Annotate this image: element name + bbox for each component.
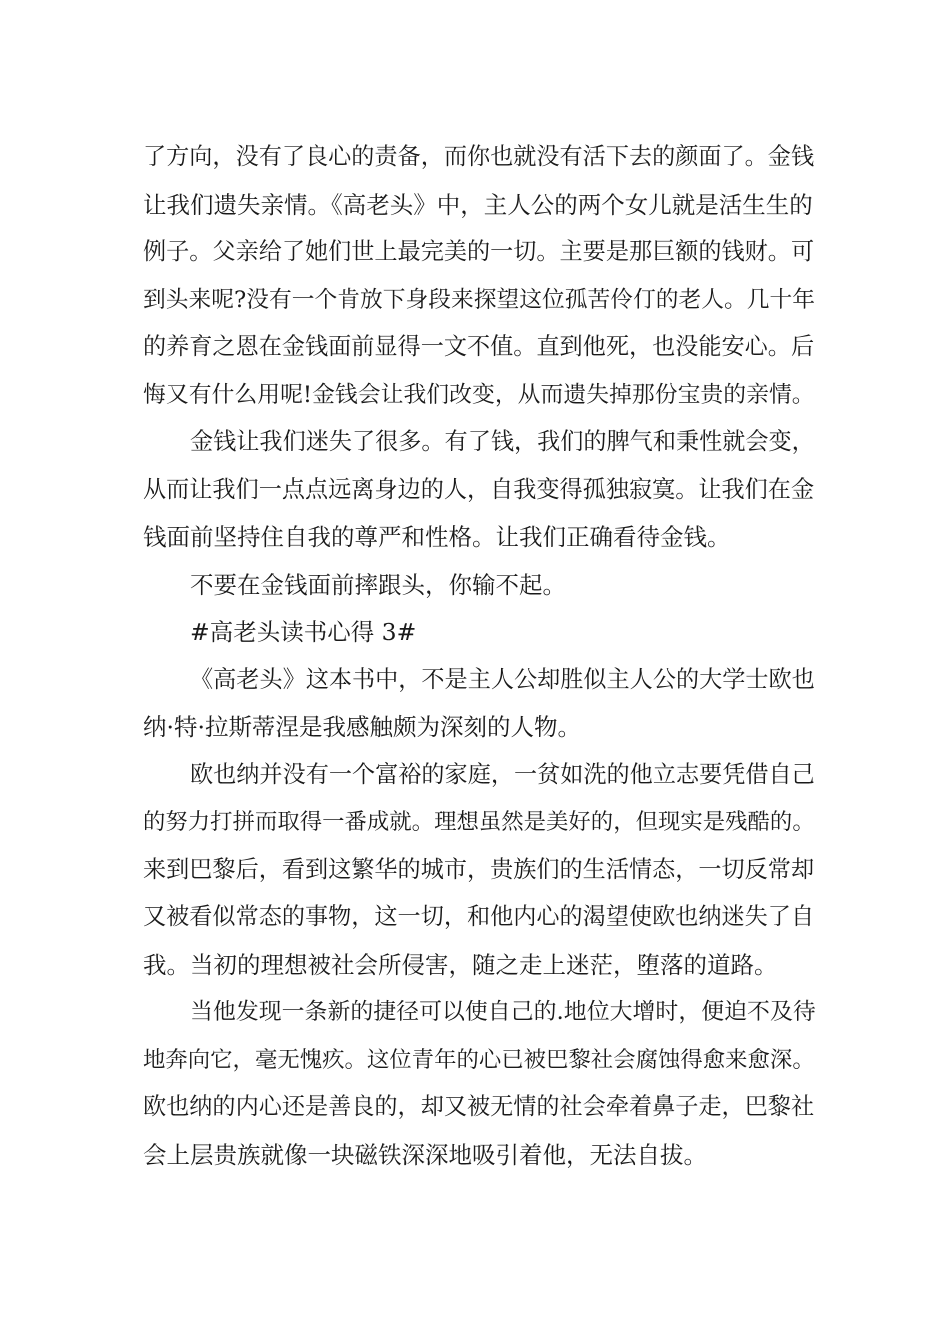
text-line: 会上层贵族就像一块磁铁深深地吸引着他，无法自拔。 (143, 1140, 707, 1169)
text-line: 悔又有什么用呢!金钱会让我们改变，从而遗失掉那份宝贵的亲情。 (143, 381, 815, 408)
text-line: 又被看似常态的事物，这一切，和他内心的渴望使欧也纳迷失了自 (143, 904, 815, 930)
text-line: 纳·特·拉斯蒂涅是我感触颇为深刻的人物。 (143, 713, 581, 741)
paragraph-6 (143, 752, 815, 990)
text-line: 当他发现一条新的捷径可以使自己的.地位大增时，便迫不及待 (190, 999, 816, 1025)
paragraph-7 (143, 989, 815, 1179)
text-line: 例子。父亲给了她们世上最完美的一切。主要是那巨额的钱财。可 (143, 239, 815, 265)
text-line: 来到巴黎后，看到这繁华的城市，贵族们的生活情态，一切反常却 (143, 856, 815, 883)
text-line: 了方向，没有了良心的责备，而你也就没有活下去的颜面了。金钱 (143, 144, 815, 170)
paragraph-3 (143, 562, 815, 610)
text-line: 《高老头》这本书中，不是主人公却胜似主人公的大学士欧也 (190, 666, 815, 693)
text-line: 欧也纳的内心还是善良的，却又被无情的社会牵着鼻子走，巴黎社 (143, 1094, 815, 1120)
text-line: 不要在金钱面前摔跟头，你输不起。 (190, 570, 566, 599)
text-line: 从而让我们一点点远离身边的人，自我变得孤独寂寞。让我们在金 (143, 476, 815, 503)
text-line: 的努力打拼而取得一番成就。理想虽然是美好的，但现实是残酷的。 (143, 809, 815, 835)
text-line: 的养育之恩在金钱面前显得一文不值。直到他死，也没能安心。后 (143, 334, 815, 360)
text-line: 到头来呢?没有一个肯放下身段来探望这位孤苦伶仃的老人。几十年 (143, 286, 815, 313)
text-line: 让我们遗失亲情。《高老头》中，主人公的两个女儿就是活生生的 (143, 190, 813, 219)
section-heading-text: #高老头读书心得 3# (190, 618, 417, 646)
text-line: 我。当初的理想被社会所侵害，随之走上迷茫，堕落的道路。 (143, 950, 778, 979)
document-body (143, 134, 815, 1179)
text-line: 地奔向它，毫无愧疚。这位青年的心已被巴黎社会腐蚀得愈来愈深。 (143, 1046, 815, 1073)
paragraph-5 (143, 657, 815, 752)
paragraph-2 (143, 419, 815, 562)
text-line: 金钱让我们迷失了很多。有了钱，我们的脾气和秉性就会变， (190, 429, 815, 455)
text-line: 欧也纳并没有一个富裕的家庭，一贫如洗的他立志要凭借自己 (190, 761, 815, 788)
section-heading (143, 609, 815, 657)
text-line: 钱面前坚持住自我的尊严和性格。让我们正确看待金钱。 (143, 523, 731, 551)
paragraph-1 (143, 134, 815, 419)
